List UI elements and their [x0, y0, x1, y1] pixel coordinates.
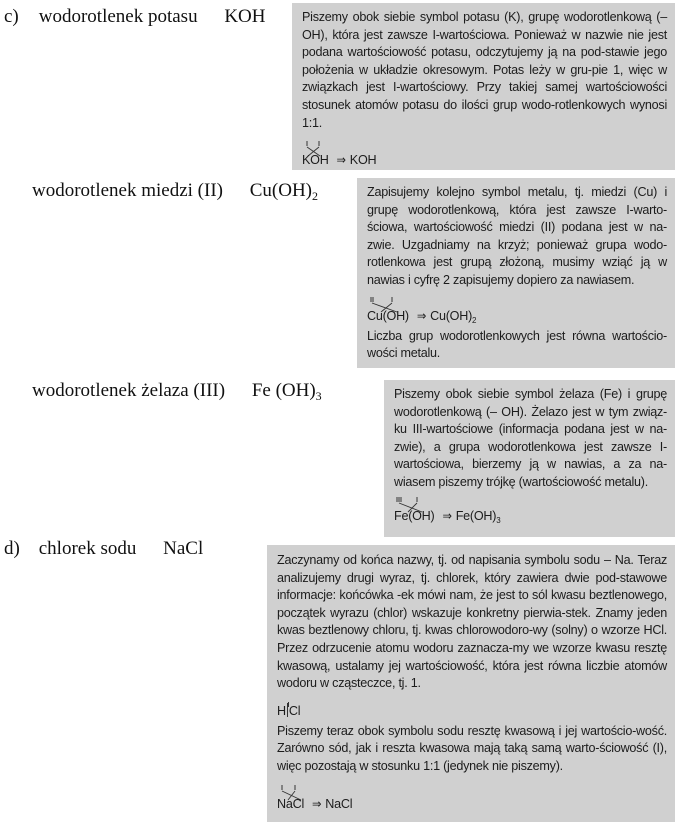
formula-main: KOH: [224, 6, 266, 27]
compound-formula: [250, 180, 318, 201]
heading-copper-hydroxide: [32, 180, 318, 202]
scheme-formula-row: [302, 152, 376, 168]
valence-tick-icon: [288, 702, 289, 707]
valence-scheme: [394, 496, 667, 526]
result-formula: KOH: [349, 153, 377, 168]
compound-name: chlorek sodu: [38, 538, 137, 559]
note-text: Liczba grup wodorotlenkowych jest równa wartościo-wości metalu.: [367, 328, 667, 361]
explanation-text: Zapisujemy kolejno symbol metalu, tj. miedzi (Cu) i grupę wodorotlenkową, która jest zawsze I-warto-ściowa, wartościowość miedzi (II) podana jest w na-zwie. Uzgadniamy na krzyż; ponieważ grupa wodo-rotlenkowa jest grupą złożoną, musimy wziąć ją w nawias i cyfrę 2 zapisujemy dopiero za nawiasem.: [367, 185, 667, 287]
heading-iron-hydroxide: [32, 380, 322, 402]
acid-hydrogen: H: [277, 703, 286, 718]
formula-main: Cu(OH): [249, 180, 313, 201]
cross-formula: KOH: [302, 153, 329, 168]
explanation-text: Zaczynamy od końca nazwy, tj. od napisania symbolu sodu – Na. Teraz analizujemy drugi wyraz, tj. chlorek, który zawiera dwie pod-stawowe informacje: końcówka -ek mówi nam, że jest to sól kwasu beztlenowego, początek wyrazu (chlor) wskazuje konkretny pierwia-stek. Znamy jeden kwas beztlenowy chloru, tj. kwas chlorowodoro-wy (solny) o wzorze HCl. Przez odrzucenie atomu wodoru zaznacza-my we wzorze kwasu resztę kwasową, ustalamy jej wartościowość, która jest równa liczbie atomów wodoru w cząsteczce, tj. 1.: [277, 553, 667, 691]
explanation-box-feoh3: [384, 380, 675, 537]
formula-subscript: 3: [315, 389, 322, 403]
scheme-formula-row: [367, 308, 476, 324]
result-subscript: 2: [472, 315, 477, 325]
cross-formula: NaCl: [277, 796, 304, 811]
heading-potassium-hydroxide: [4, 6, 266, 28]
compound-name: wodorotlenek żelaza (III): [32, 380, 226, 401]
acid-residue-scheme: [277, 703, 667, 723]
implies-arrow-icon: ⇒: [416, 308, 427, 323]
compound-formula: [252, 380, 322, 401]
result-formula: NaCl: [325, 796, 353, 811]
implies-arrow-icon: ⇒: [312, 796, 322, 811]
valence-scheme: [367, 296, 667, 326]
compound-formula: [224, 6, 265, 27]
section-label: c): [4, 6, 19, 27]
result-formula: Cu(OH): [430, 308, 473, 323]
explanation-box-nacl: [267, 545, 675, 822]
explanation-text: Piszemy obok siebie symbol żelaza (Fe) i grupę wodorotlenkową (– OH). Żelazo jest w tym związ-ku III-wartościowe (informacja podana jest w na-zwie), a grupa wodorotlenkowa jest zawsze I-wartościowa, bierzemy ją w nawias, a za na-wiasem piszemy trójkę (wartościowość metalu).: [394, 387, 667, 489]
explanation-box-cuoh2: [357, 178, 675, 368]
section-label: d): [4, 538, 20, 559]
valence-scheme: [277, 784, 667, 814]
compound-name: wodorotlenek miedzi (II): [32, 180, 223, 201]
formula-main: Fe (OH): [251, 380, 316, 401]
heading-sodium-chloride: [4, 538, 203, 560]
compound-formula: [163, 538, 203, 559]
explanation-text: Piszemy obok siebie symbol potasu (K), grupę wodorotlenkową (– OH), która jest zawsze I-wartościowa. Ponieważ w nazwie nie jest podana wartościowość potasu, odczytujemy ją na pod-stawie jego położenia w układzie okresowym. Potas leży w gru-pie 1, więc w związkach jest I-wartościowy. Przy takiej samej wartościowości stosunek atomów potasu do ilości grup wodo-rotlenkowych wynosi 1:1.: [302, 10, 667, 130]
explanation-text-2: Piszemy teraz obok symbolu sodu resztę kwasową i jej wartościo-wość. Zarówno sód, jak i reszta kwasowa mają taką samą warto-ściowość (I), więc pozostają w stosunku 1:1 (jedynek nie piszemy).: [277, 723, 667, 773]
cross-formula: Fe(OH): [394, 508, 435, 523]
scheme-formula-row: [394, 508, 500, 524]
cross-formula: Cu(OH): [367, 308, 409, 323]
formula-main: NaCl: [163, 538, 204, 559]
formula-subscript: 2: [312, 189, 319, 203]
result-formula: Fe(OH): [455, 508, 497, 523]
valence-scheme: [302, 140, 667, 170]
scheme-formula-row: [277, 796, 352, 812]
compound-name: wodorotlenek potasu: [38, 6, 198, 27]
implies-arrow-icon: ⇒: [442, 508, 452, 523]
result-subscript: 3: [496, 515, 501, 525]
acid-residue: Cl: [288, 703, 301, 718]
implies-arrow-icon: ⇒: [336, 153, 346, 168]
explanation-box-koh: [292, 3, 675, 170]
